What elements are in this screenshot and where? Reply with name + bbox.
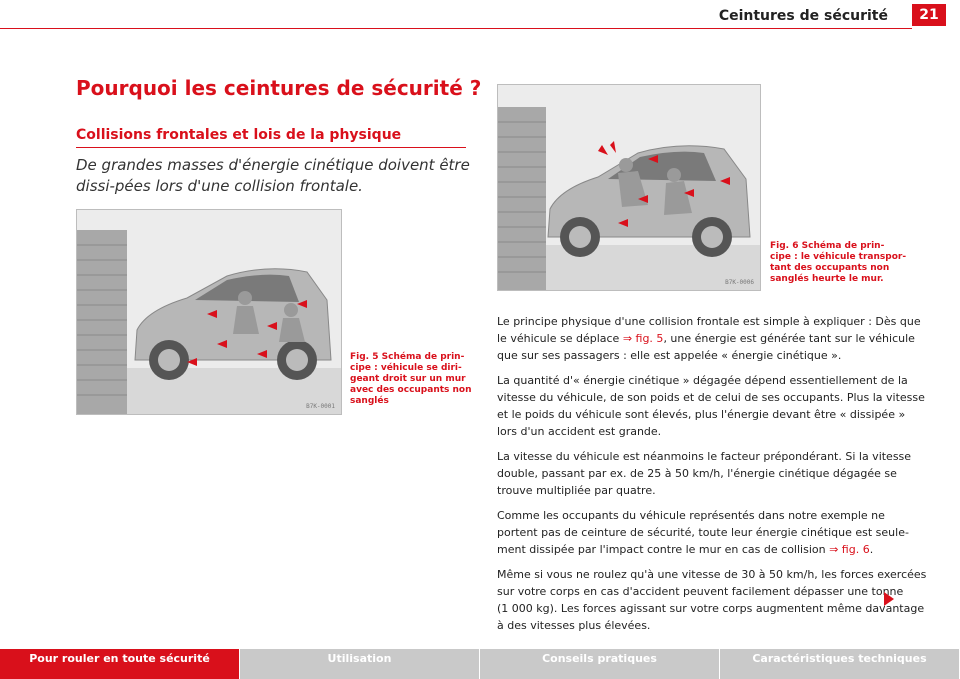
paragraph-5: Même si vous ne roulez qu'à une vitesse de 30 à 50 km/h, les forces exercées sur votre corps en cas d'accident peuvent facilement dépasser une tonne (1 000 kg). Les forces agissant sur votre corps augmentent même davantage à des vitesses plus élevées. — [497, 568, 927, 632]
next-page-arrow-icon[interactable] — [884, 592, 894, 606]
paragraph-3: La vitesse du véhicule est néanmoins le facteur prépondérant. Si la vitesse double, passant par ex. de 25 à 50 km/h, l'énergie cinétique dégagée se trouve multipliée par quatre. — [497, 450, 912, 497]
paragraph-4: Comme les occupants du véhicule représentés dans notre exemple ne portent pas de ceinture de sécurité, toute leur énergie cinétique est seule- ment dissipée par l'impact contre le mur en cas de collision ⇒ fig. 6. — [497, 509, 909, 556]
subsection-rule — [76, 147, 466, 148]
footer-nav — [0, 649, 960, 679]
footer-tab-practical-tips[interactable]: Conseils pratiques — [480, 649, 720, 679]
fig-5-link[interactable]: ⇒ fig. 5 — [622, 332, 664, 345]
header-rule — [0, 28, 912, 29]
lead-paragraph: De grandes masses d'énergie cinétique doivent être dissi-pées lors d'une collision frontale. — [76, 156, 470, 195]
paragraph-1: Le principe physique d'une collision frontale est simple à expliquer : Dès que le véhicule se déplace ⇒ fig. 5, une énergie est générée tant sur le véhicule que sur ses passagers : elle est appelée « énergie cinétique ». — [497, 315, 921, 362]
subsection-heading: Collisions frontales et lois de la physique — [76, 127, 402, 143]
page-number: 21 — [912, 4, 946, 26]
footer-tab-technical-data[interactable]: Caractéristiques techniques — [720, 649, 960, 679]
figure-6-caption: Fig. 6 Schéma de prin- cipe : le véhicule transpor- tant des occupants non sanglés heurte le mur. — [770, 241, 907, 284]
running-header-title: Ceintures de sécurité — [718, 8, 888, 24]
figure-6-illustration — [497, 84, 761, 291]
footer-tab-safety[interactable]: Pour rouler en toute sécurité — [0, 649, 240, 679]
brick-wall — [77, 230, 127, 414]
footer-tab-operation[interactable]: Utilisation — [240, 649, 480, 679]
car-wall-collision-image — [77, 210, 341, 414]
brick-wall — [498, 107, 546, 290]
figure-5-illustration — [76, 209, 342, 415]
car-impact-image — [498, 85, 760, 290]
figure-5-caption: Fig. 5 Schéma de prin- cipe : véhicule se diri- geant droit sur un mur avec des occupants non sanglés — [350, 352, 472, 406]
fig-6-link[interactable]: ⇒ fig. 6 — [829, 543, 870, 556]
paragraph-2: La quantité d'« énergie cinétique » dégagée dépend essentiellement de la vitesse du véhicule, de son poids et de celui de ses occupants. Plus la vitesse et le poids du véhicule sont élevés, plus l'énergie devant être « dissipée » lors d'un accident est grande. — [497, 374, 925, 438]
body-text — [497, 313, 927, 642]
figure-code: B7K-0001 — [306, 403, 335, 410]
figure-code: B7K-0006 — [725, 279, 754, 286]
section-heading: Pourquoi les ceintures de sécurité ? — [76, 76, 482, 100]
